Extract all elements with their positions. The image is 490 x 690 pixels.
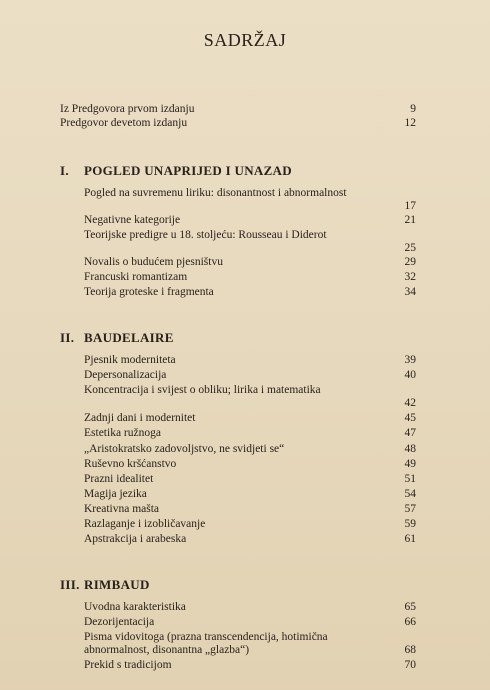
toc-entry-page: 57 [404,503,416,515]
toc-entry-text: Magija jezika [84,488,147,500]
toc-entry [84,286,416,299]
toc-entry-text: Dezorijentacija [84,616,155,628]
toc-entry-page: 9 [410,103,416,115]
toc-entry [84,458,416,471]
toc-entry-text: Iz Predgovora prvom izdanju [60,103,195,115]
section-title: BAUDELAIRE [84,330,174,345]
section-title: POGLED UNAPRIJED I UNAZAD [84,163,292,178]
toc-entry [60,117,416,130]
page-title: SADRŽAJ [203,30,287,50]
toc-entry-text: Razlaganje i izobličavanje [84,518,206,530]
toc-entry [84,214,416,227]
toc-entry [84,187,416,212]
toc-entry-text: Kreativna mašta [84,503,160,515]
toc-entry-page: 61 [404,533,416,545]
toc-entry [84,616,416,629]
toc-entry-page: 49 [404,458,416,470]
toc-entry-page: 54 [404,488,416,500]
toc-entry [84,473,416,486]
toc-entry [84,659,416,672]
section-number: I. [60,163,69,178]
toc-entry-text: Pisma vidovitoga (prazna transcendencija, hotimična abnormalnost, disonantna „glazba“) [84,631,328,656]
toc-entry-text: Teorija groteske i fragmenta [84,286,214,298]
section-number: II. [60,330,75,345]
toc-entry-page: 34 [404,286,416,298]
section-title: RIMBAUD [84,577,150,592]
toc-entry [84,503,416,516]
toc-entry-page: 25 [404,242,416,254]
toc-entry-text: Zadnji dani i modernitet [84,412,196,424]
toc-entry [84,229,416,254]
toc-entry [84,369,416,382]
toc-entry-text: Pogled na suvremenu liriku: disonantnost i abnormalnost [84,187,347,199]
toc-entry-text: Novalis o budućem pjesništvu [84,256,223,268]
toc-entry-page: 21 [404,214,416,226]
toc-entry-page: 12 [404,117,416,129]
toc-entry-page: 48 [404,443,416,455]
toc-entry-text: Estetika ružnoga [84,427,161,439]
toc-entry-page: 17 [404,200,416,212]
toc-entry [84,384,416,409]
toc-entry [84,412,416,425]
toc-entry [84,533,416,546]
toc-entry-page: 42 [404,397,416,409]
toc-entry-page: 45 [404,412,416,424]
toc-entry-page: 51 [404,473,416,485]
toc-entry-page: 68 [404,644,416,656]
toc-entry-text: Prazni idealitet [84,473,154,485]
toc-entry-page: 40 [404,369,416,381]
toc-entry-text: „Aristokratsko zadovoljstvo, ne svidjeti se“ [84,443,285,455]
toc-entry-text: Prekid s tradicijom [84,659,172,671]
toc-entry [84,443,416,456]
toc-entry [84,631,416,657]
toc-entry-page: 29 [404,256,416,268]
toc-entry-text: Negativne kategorije [84,214,181,226]
toc-entry-page: 65 [404,601,416,613]
toc-entry-text: Francuski romantizam [84,271,188,283]
toc-entry-text: Koncentracija i svijest o obliku; lirika i matematika [84,384,321,396]
toc-entry [84,271,416,284]
toc-entry [60,103,416,116]
toc-entry-page: 39 [404,354,416,366]
toc-entry [84,488,416,501]
toc-entry-page: 59 [404,518,416,530]
toc-entry-text: Ruševno kršćanstvo [84,458,177,470]
section-heading [60,163,420,179]
toc-entry [84,256,416,269]
toc-entry-page: 70 [404,659,416,671]
toc-entry-page: 32 [404,271,416,283]
toc-entry [84,518,416,531]
toc-entry-page: 66 [404,616,416,628]
toc-entry-text: Pjesnik moderniteta [84,354,176,366]
toc-entry-page: 47 [404,427,416,439]
toc-entry [84,354,416,367]
toc-entry [84,427,416,440]
toc-entry [84,601,416,614]
toc-entry-text: Depersonalizacija [84,369,167,381]
toc-entry-text: Uvodna karakteristika [84,601,186,613]
toc-entry-text: Apstrakcija i arabeska [84,533,187,545]
section-number: III. [60,577,80,592]
section-heading [60,577,420,593]
section-heading [60,330,420,346]
toc-entry-text: Predgovor devetom izdanju [60,117,188,129]
toc-entry-text: Teorijske predigre u 18. stoljeću: Rousseau i Diderot [84,229,327,241]
